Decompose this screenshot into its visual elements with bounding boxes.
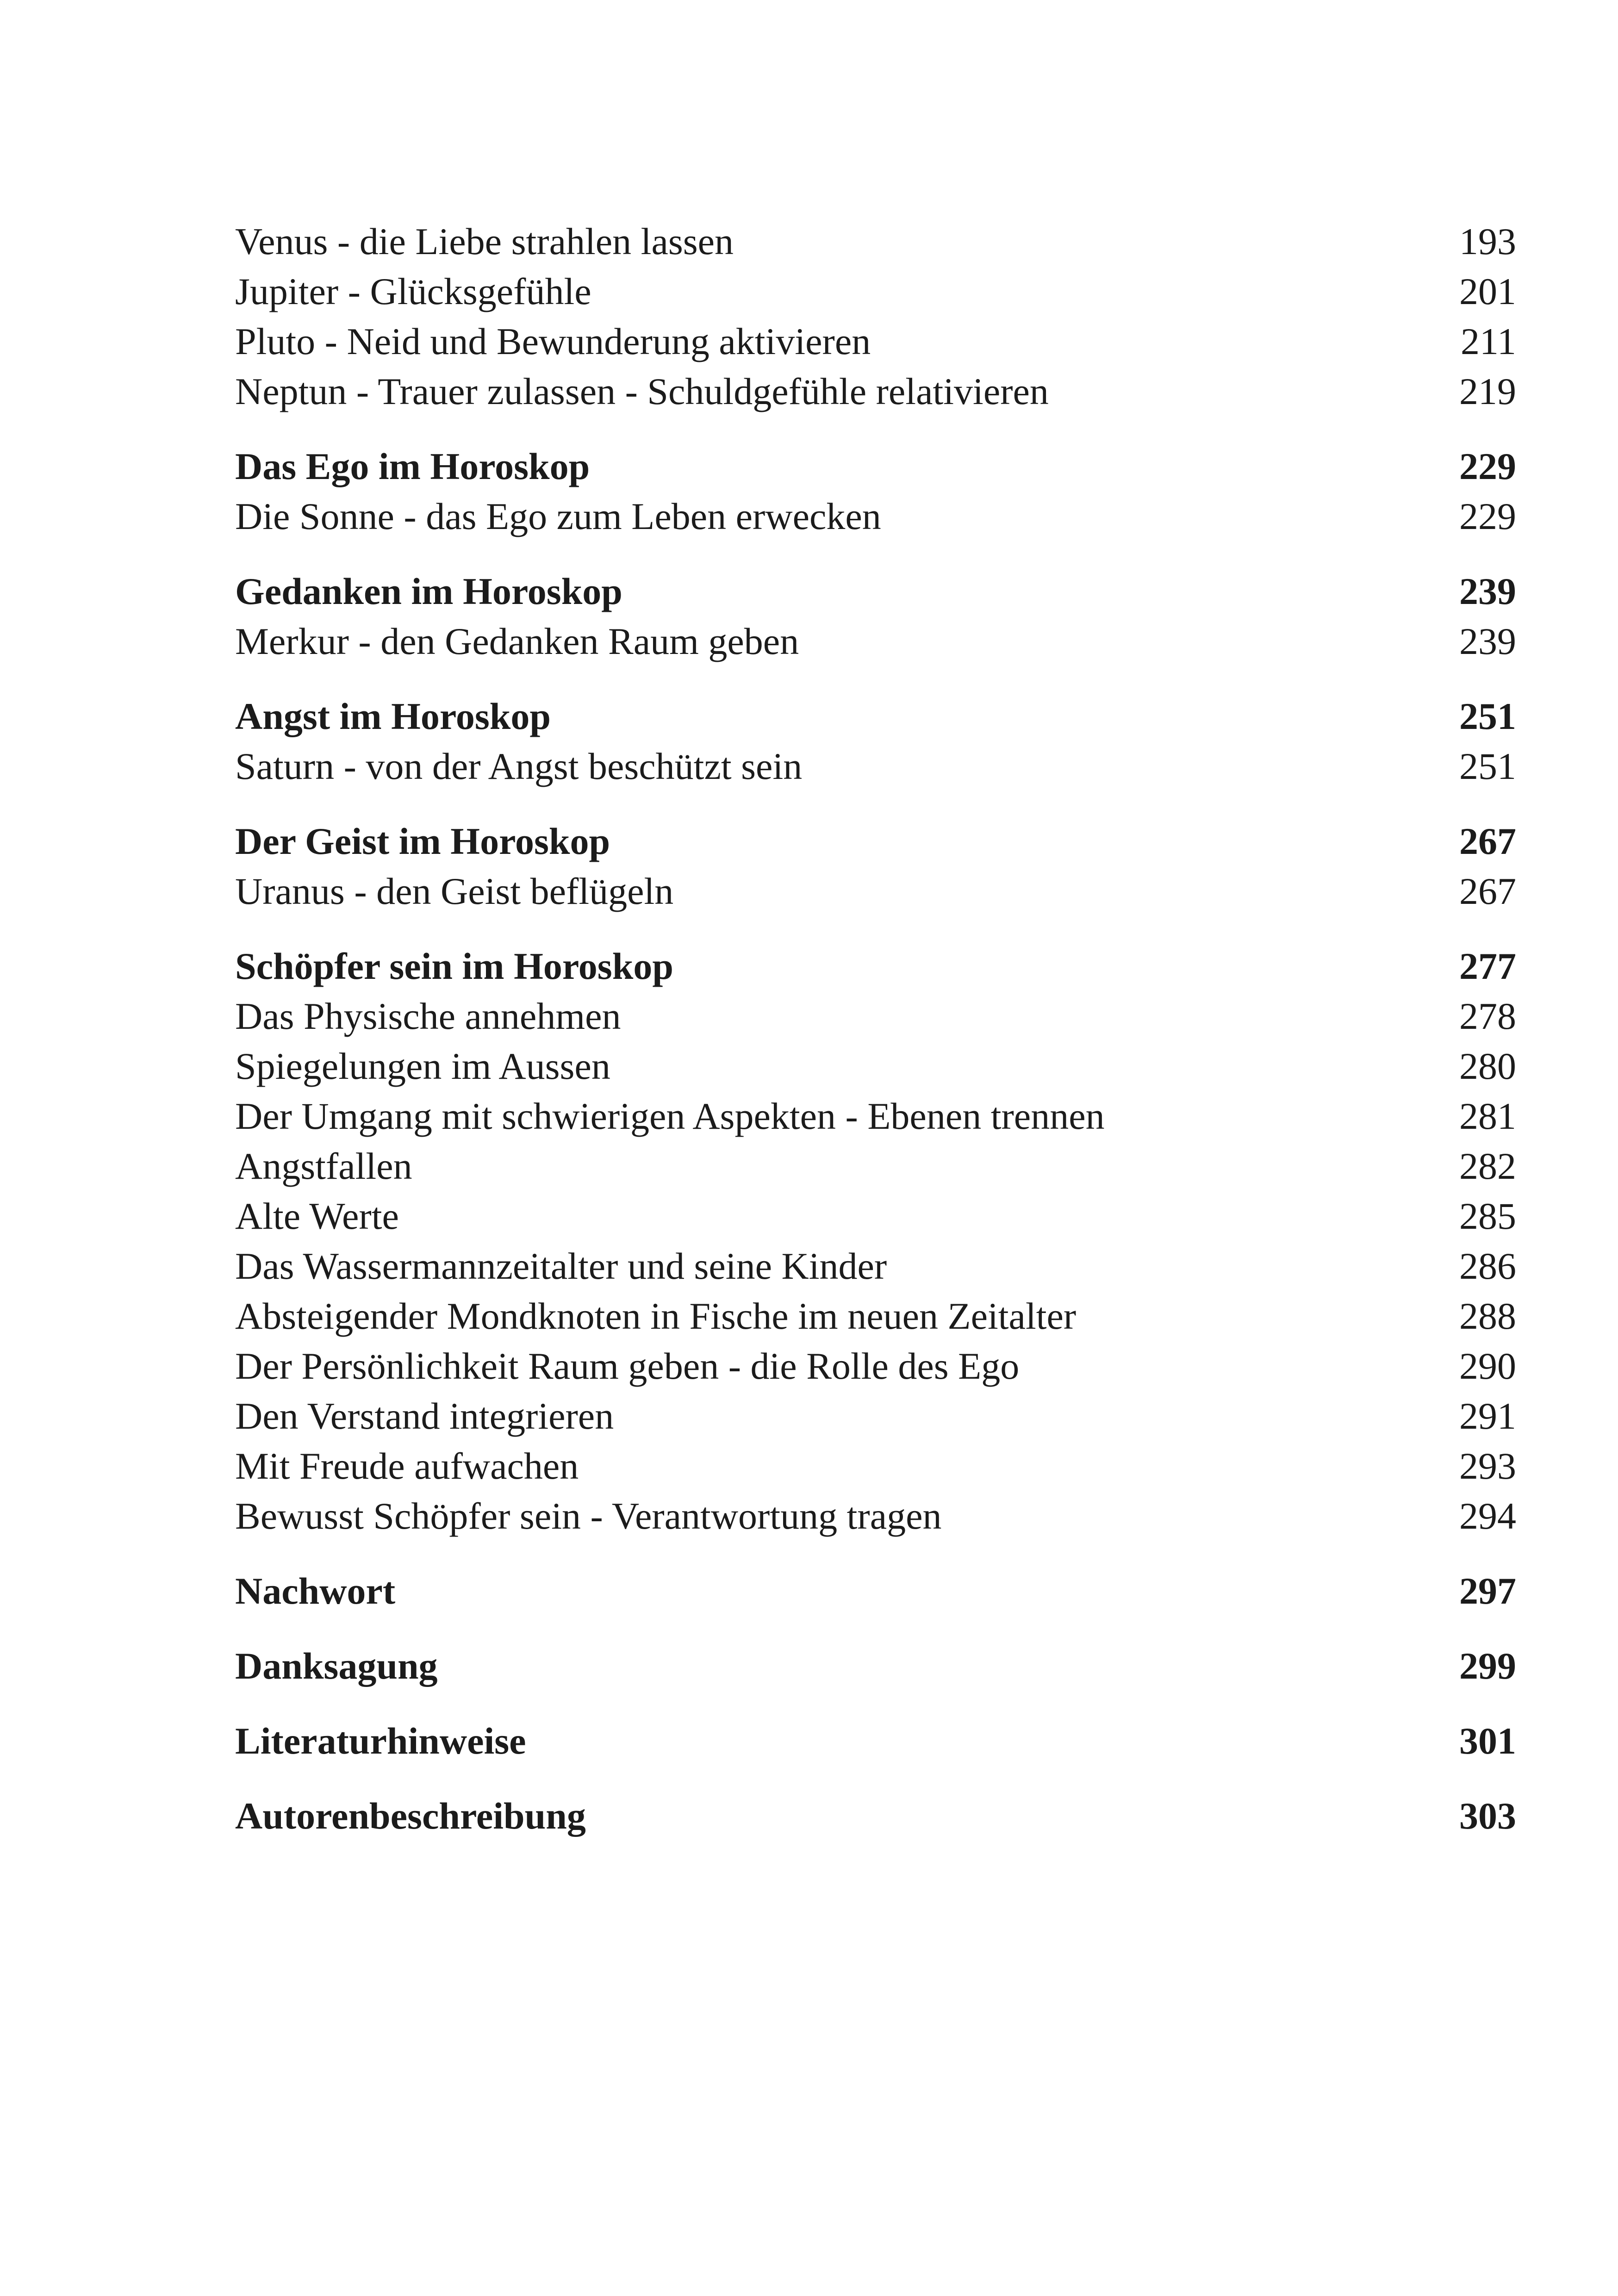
toc-entry-row xyxy=(235,1041,1516,1091)
toc-page-number: 211 xyxy=(1461,320,1516,362)
toc-section xyxy=(235,442,1516,541)
toc-page-number: 293 xyxy=(1459,1445,1516,1487)
toc-page-number: 193 xyxy=(1459,220,1516,262)
toc-heading-row xyxy=(235,566,1516,616)
toc-heading-title: Gedanken im Horoskop xyxy=(235,570,622,612)
toc-page-number: 291 xyxy=(1459,1395,1516,1437)
toc-page-number: 282 xyxy=(1459,1145,1516,1187)
toc-section xyxy=(235,816,1516,916)
toc-heading-title: Schöpfer sein im Horoskop xyxy=(235,945,673,987)
toc-page-number: 301 xyxy=(1459,1720,1516,1762)
toc-entry-title: Spiegelungen im Aussen xyxy=(235,1045,610,1087)
toc-page-number: 277 xyxy=(1459,945,1516,987)
toc-page-number: 229 xyxy=(1459,445,1516,487)
toc-section xyxy=(235,1716,1516,1766)
toc-page-number: 290 xyxy=(1459,1345,1516,1387)
toc-entry-title: Neptun - Trauer zulassen - Schuldgefühle relativieren xyxy=(235,370,1049,412)
toc-page-number: 251 xyxy=(1459,745,1516,787)
toc-heading-row xyxy=(235,1791,1516,1841)
toc-entry-row xyxy=(235,267,1516,317)
toc-entry-title: Der Persönlichkeit Raum geben - die Rolle des Ego xyxy=(235,1345,1020,1387)
toc-entry-title: Bewusst Schöpfer sein - Verantwortung tragen xyxy=(235,1495,942,1537)
toc-page-number: 239 xyxy=(1459,570,1516,612)
toc-entry-row xyxy=(235,1391,1516,1441)
toc-entry-row xyxy=(235,741,1516,791)
toc-heading-title: Der Geist im Horoskop xyxy=(235,820,610,862)
toc-heading-row xyxy=(235,941,1516,991)
toc-entry-title: Das Physische annehmen xyxy=(235,995,621,1037)
toc-heading-title: Autorenbeschreibung xyxy=(235,1795,586,1837)
toc-page-number: 294 xyxy=(1459,1495,1516,1537)
toc-page-number: 229 xyxy=(1459,495,1516,537)
toc-entry-title: Der Umgang mit schwierigen Aspekten - Ebenen trennen xyxy=(235,1095,1105,1137)
toc-entry-row xyxy=(235,1091,1516,1141)
toc-page-number: 303 xyxy=(1459,1795,1516,1837)
toc-section xyxy=(235,1641,1516,1691)
toc-entry-row xyxy=(235,1441,1516,1491)
toc-section xyxy=(235,941,1516,1541)
toc-entry-row xyxy=(235,317,1516,367)
toc-entry-title: Den Verstand integrieren xyxy=(235,1395,614,1437)
toc-entry-row xyxy=(235,367,1516,417)
toc-section xyxy=(235,566,1516,666)
toc-heading-row xyxy=(235,1566,1516,1616)
toc-heading-title: Angst im Horoskop xyxy=(235,695,551,737)
toc-entry-title: Saturn - von der Angst beschützt sein xyxy=(235,745,803,787)
toc-heading-row xyxy=(235,691,1516,741)
toc-page-number: 267 xyxy=(1459,870,1516,912)
toc-section xyxy=(235,1791,1516,1841)
toc-entry-title: Mit Freude aufwachen xyxy=(235,1445,579,1487)
toc-entry-title: Merkur - den Gedanken Raum geben xyxy=(235,620,799,662)
toc-entry-title: Angstfallen xyxy=(235,1145,412,1187)
toc-page-number: 278 xyxy=(1459,995,1516,1037)
toc-heading-title: Nachwort xyxy=(235,1570,396,1612)
toc-entry-row xyxy=(235,1191,1516,1241)
toc-page-number: 280 xyxy=(1459,1045,1516,1087)
toc-entry-row xyxy=(235,217,1516,267)
toc-page-number: 297 xyxy=(1459,1570,1516,1612)
toc-entry-title: Absteigender Mondknoten in Fische im neuen Zeitalter xyxy=(235,1295,1077,1337)
toc-page-number: 201 xyxy=(1459,270,1516,312)
toc-entry-title: Die Sonne - das Ego zum Leben erwecken xyxy=(235,495,881,537)
toc-page-number: 286 xyxy=(1459,1245,1516,1287)
toc-entry-title: Jupiter - Glücksgefühle xyxy=(235,270,591,312)
table-of-contents xyxy=(235,217,1516,1841)
toc-entry-row xyxy=(235,616,1516,666)
toc-section xyxy=(235,217,1516,417)
toc-page-number: 267 xyxy=(1459,820,1516,862)
toc-entry-title: Pluto - Neid und Bewunderung aktivieren xyxy=(235,320,871,362)
toc-entry-row xyxy=(235,1141,1516,1191)
toc-page-number: 288 xyxy=(1459,1295,1516,1337)
toc-entry-title: Alte Werte xyxy=(235,1195,399,1237)
toc-entry-title: Das Wassermannzeitalter und seine Kinder xyxy=(235,1245,887,1287)
toc-page-number: 299 xyxy=(1459,1645,1516,1687)
toc-section xyxy=(235,1566,1516,1616)
toc-entry-row xyxy=(235,866,1516,916)
toc-entry-row xyxy=(235,991,1516,1041)
toc-entry-title: Venus - die Liebe strahlen lassen xyxy=(235,220,734,262)
toc-entry-row xyxy=(235,492,1516,541)
toc-heading-row xyxy=(235,1641,1516,1691)
toc-heading-row xyxy=(235,816,1516,866)
toc-section xyxy=(235,691,1516,791)
toc-page-number: 251 xyxy=(1459,695,1516,737)
toc-heading-title: Literaturhinweise xyxy=(235,1720,526,1762)
toc-heading-title: Das Ego im Horoskop xyxy=(235,445,590,487)
toc-heading-row xyxy=(235,442,1516,492)
toc-heading-row xyxy=(235,1716,1516,1766)
toc-entry-row xyxy=(235,1491,1516,1541)
toc-entry-row xyxy=(235,1341,1516,1391)
toc-page-number: 219 xyxy=(1459,370,1516,412)
toc-heading-title: Danksagung xyxy=(235,1645,438,1687)
toc-page-number: 281 xyxy=(1459,1095,1516,1137)
toc-entry-row xyxy=(235,1291,1516,1341)
toc-entry-row xyxy=(235,1241,1516,1291)
toc-page-number: 239 xyxy=(1459,620,1516,662)
toc-page-number: 285 xyxy=(1459,1195,1516,1237)
toc-entry-title: Uranus - den Geist beflügeln xyxy=(235,870,674,912)
